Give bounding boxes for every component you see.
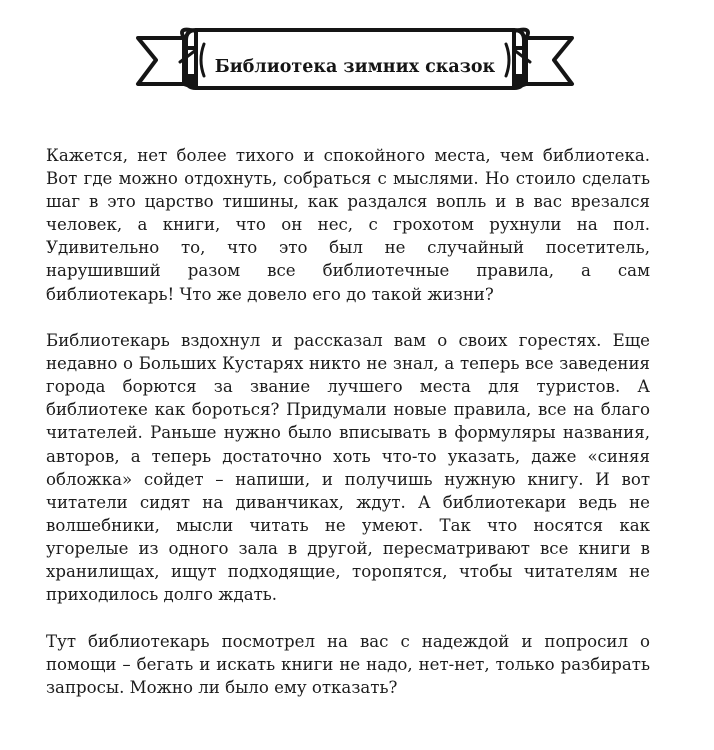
story-paragraph-2: Библиотекарь вздохнул и рассказал вам о своих горестях. Еще недавно о Больших Кустарях никто не знал, а теперь все заведения города борются за звание лучшего места для туристов. А библиотеке как бороться? Придумали новые правила, все на благо читателей. Раньше нужно было вписывать в формуляры названия, авторов, а теперь достаточно хоть что-то указать, даже «синяя обложка» сойдет – напиши, и получишь нужную книгу. И вот читатели сидят на диванчиках, ждут. А библиотекари ведь не волшебники, мысли читать не умеют. Так что носятся как угорелые из одного зала в другой, пересматривают все книги в хранилищах, ищут подходящие, торопятся, чтобы читателям не приходилось долго ждать.	[46, 331, 650, 605]
story-paragraph-3: Тут библиотекарь посмотрел на вас с надеждой и попросил о помощи – бегать и искать книги не надо, нет-нет, только разбирать запросы. Можно ли было ему отказать?	[46, 631, 650, 697]
story-paragraph-1: Кажется, нет более тихого и спокойного места, чем библиотека. Вот где можно отдохнуть, собраться с мыслями. Но стоило сделать шаг в это царство тишины, как раздался вопль и в вас врезался человек, а книги, что он нес, с грохотом рухнули на пол. Удивительно то, что это был не случайный посетитель, нарушивший разом все библиотечные правила, а сам библиотекарь! Что же довело его до такой жизни?	[46, 146, 650, 304]
page-title: Библиотека зимних сказок	[214, 57, 496, 77]
story-text	[46, 144, 650, 722]
title-banner	[134, 26, 576, 98]
